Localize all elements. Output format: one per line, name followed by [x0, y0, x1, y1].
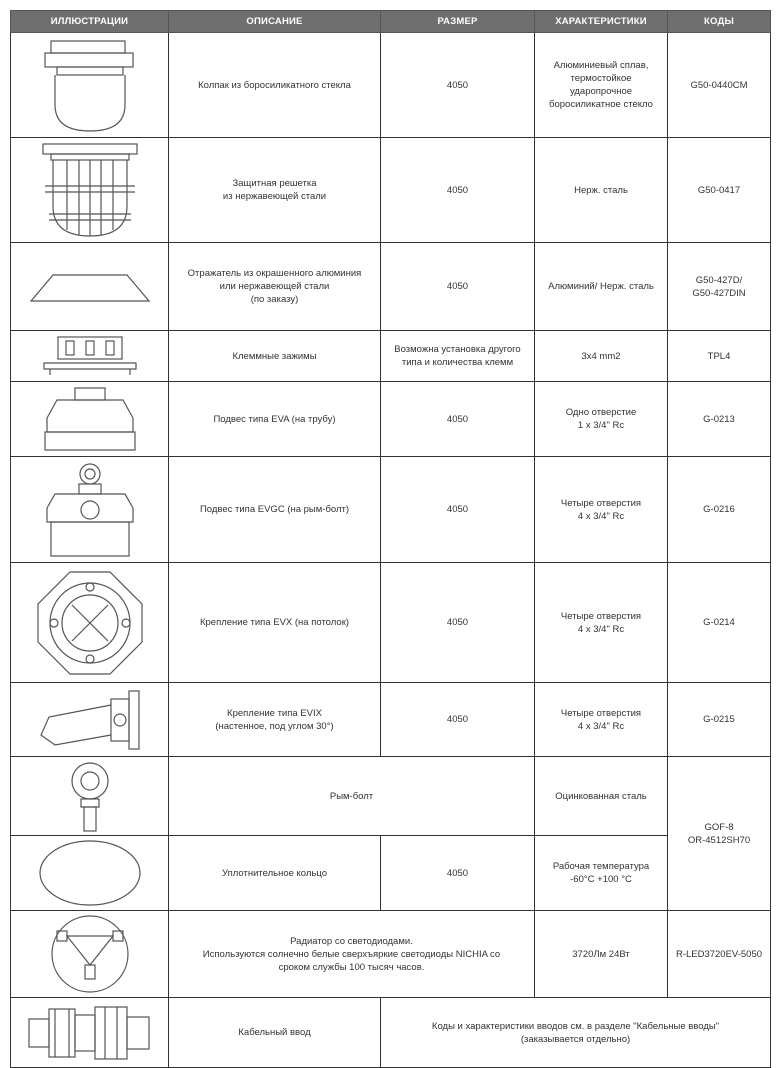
- code-cell: G-0215: [668, 683, 771, 757]
- illustration-cell: [11, 757, 169, 836]
- illustration-cell: [11, 457, 169, 563]
- characteristics-cell: Оцинкованная сталь: [535, 757, 668, 836]
- size-cell: 4050: [381, 243, 535, 331]
- header-illustrations: ИЛЛЮСТРАЦИИ: [11, 11, 169, 33]
- size-cell: 4050: [381, 563, 535, 683]
- illustration-cell: [11, 138, 169, 243]
- size-cell: 4050: [381, 683, 535, 757]
- illustration-cell: [11, 836, 169, 911]
- illustration-cell: [11, 382, 169, 457]
- code-cell: G-0213: [668, 382, 771, 457]
- table-row: [11, 382, 771, 457]
- illustration-cell: [11, 998, 169, 1068]
- header-size: РАЗМЕР: [381, 11, 535, 33]
- table-row: [11, 683, 771, 757]
- code-cell: G-0214: [668, 563, 771, 683]
- description-cell: Кабельный ввод: [169, 998, 381, 1068]
- description-cell: Рым-болт: [169, 757, 535, 836]
- led-radiator-icon: [45, 913, 135, 995]
- code-cell: G50-0440CM: [668, 33, 771, 138]
- header-description: ОПИСАНИЕ: [169, 11, 381, 33]
- description-cell: Защитная решетка из нержавеющей стали: [169, 138, 381, 243]
- size-cell: 4050: [381, 836, 535, 911]
- characteristics-cell: Нерж. сталь: [535, 138, 668, 243]
- characteristics-cell: Алюминий/ Нерж. сталь: [535, 243, 668, 331]
- size-cell: 4050: [381, 138, 535, 243]
- characteristics-cell: Алюминиевый сплав, термостойкое ударопрочное боросиликатное стекло: [535, 33, 668, 138]
- size-cell: 4050: [381, 457, 535, 563]
- description-cell: Подвес типа EVA (на трубу): [169, 382, 381, 457]
- code-cell: G-0216: [668, 457, 771, 563]
- illustration-cell: [11, 911, 169, 998]
- table-row: [11, 331, 771, 382]
- size-cell: Возможна установка другого типа и количества клемм: [381, 331, 535, 382]
- sealing-ring-icon: [35, 838, 145, 908]
- characteristics-cell: 3x4 mm2: [535, 331, 668, 382]
- description-cell: Крепление типа EVX (на потолок): [169, 563, 381, 683]
- terminal-clamps-icon: [40, 333, 140, 379]
- evgc-mount-icon: [35, 460, 145, 560]
- reflector-icon: [25, 257, 155, 317]
- characteristics-cell: 3720Лм 24Вт: [535, 911, 668, 998]
- table-row: [11, 33, 771, 138]
- illustration-cell: [11, 243, 169, 331]
- code-cell: TPL4: [668, 331, 771, 382]
- evx-mount-icon: [32, 566, 148, 680]
- spec-table: [10, 10, 771, 1068]
- description-cell: Отражатель из окрашенного алюминия или нержавеющей стали (по заказу): [169, 243, 381, 331]
- illustration-cell: [11, 331, 169, 382]
- code-cell: R-LED3720EV-5050: [668, 911, 771, 998]
- characteristics-cell: Рабочая температура -60°C +100 °C: [535, 836, 668, 911]
- header-characteristics: ХАРАКТЕРИСТИКИ: [535, 11, 668, 33]
- characteristics-cell: Четыре отверстия 4 x 3/4" Rc: [535, 683, 668, 757]
- cable-gland-icon: [25, 1001, 155, 1065]
- characteristics-cell: Четыре отверстия 4 x 3/4" Rc: [535, 457, 668, 563]
- eye-bolt-icon: [55, 759, 125, 833]
- description-cell: Радиатор со светодиодами. Используются солнечно белые сверхъяркие светодиоды NICHIA со сроком службы 100 тысяч часов.: [169, 911, 535, 998]
- code-cell: G50-0417: [668, 138, 771, 243]
- characteristics-cell: Одно отверстие 1 x 3/4" Rc: [535, 382, 668, 457]
- table-row: [11, 243, 771, 331]
- description-cell: Крепление типа EVIX (настенное, под углом 30°): [169, 683, 381, 757]
- table-row: [11, 138, 771, 243]
- illustration-cell: [11, 33, 169, 138]
- description-cell: Уплотнительное кольцо: [169, 836, 381, 911]
- table-row: [11, 563, 771, 683]
- description-cell: Клеммные зажимы: [169, 331, 381, 382]
- glass-dome-icon: [35, 35, 145, 135]
- protective-grid-icon: [35, 140, 145, 240]
- characteristics-cell: Четыре отверстия 4 x 3/4" Rc: [535, 563, 668, 683]
- table-row: [11, 457, 771, 563]
- description-cell: Колпак из боросиликатного стекла: [169, 33, 381, 138]
- evix-mount-icon: [25, 687, 155, 753]
- code-cell: GOF-8 OR-4512SH70: [668, 757, 771, 911]
- table-row: [11, 757, 771, 836]
- table-row: [11, 998, 771, 1068]
- illustration-cell: [11, 683, 169, 757]
- illustration-cell: [11, 563, 169, 683]
- note-cell: Коды и характеристики вводов см. в разделе "Кабельные вводы" (заказывается отдельно): [381, 998, 771, 1068]
- table-row: [11, 836, 771, 911]
- header-codes: КОДЫ: [668, 11, 771, 33]
- size-cell: 4050: [381, 382, 535, 457]
- header-row: [11, 11, 771, 33]
- description-cell: Подвес типа EVGC (на рым-болт): [169, 457, 381, 563]
- eva-mount-icon: [35, 384, 145, 454]
- code-cell: G50-427D/ G50-427DIN: [668, 243, 771, 331]
- table-row: [11, 911, 771, 998]
- size-cell: 4050: [381, 33, 535, 138]
